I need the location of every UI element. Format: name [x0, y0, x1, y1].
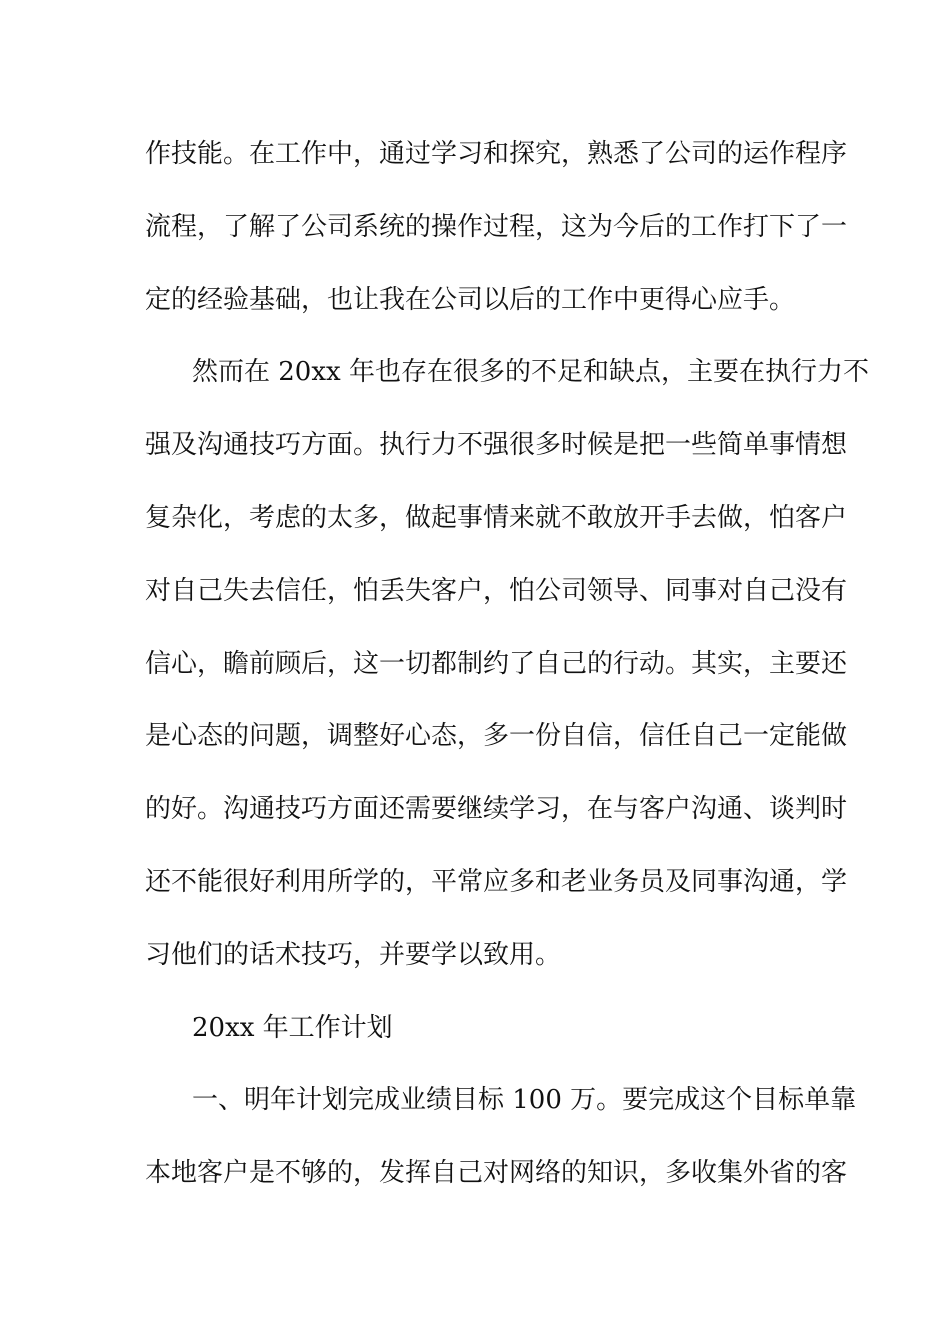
text-line: 对自己失去信任，怕丢失客户，怕公司领导、同事对自己没有 — [145, 575, 848, 606]
text-line: 流程，了解了公司系统的操作过程，这为今后的工作打下了一 — [145, 211, 848, 242]
text-line: 还不能很好利用所学的，平常应多和老业务员及同事沟通，学 — [145, 866, 848, 897]
text-line: 的好。沟通技巧方面还需要继续学习，在与客户沟通、谈判时 — [145, 794, 848, 825]
text-line: 是心态的问题，调整好心态，多一份自信，信任自己一定能做 — [145, 721, 848, 752]
body-text — [145, 128, 869, 1220]
text-line: 然而在 20xx 年也存在很多的不足和缺点，主要在执行力不 — [192, 357, 869, 388]
text-line: 复杂化，考虑的太多，做起事情来就不敢放开手去做，怕客户 — [145, 502, 848, 533]
section-heading: 20xx 年工作计划 — [192, 1012, 393, 1043]
text-line: 作技能。在工作中，通过学习和探究，熟悉了公司的运作程序 — [145, 139, 848, 169]
text-line: 定的经验基础，也让我在公司以后的工作中更得心应手。 — [145, 284, 796, 315]
text-line: 习他们的话术技巧，并要学以致用。 — [145, 939, 562, 970]
text-line: 本地客户是不够的，发挥自己对网络的知识，多收集外省的客 — [145, 1158, 848, 1189]
text-line: 信心，瞻前顾后，这一切都制约了自己的行动。其实，主要还 — [145, 648, 848, 679]
text-line: 强及沟通技巧方面。执行力不强很多时候是把一些简单事情想 — [145, 430, 848, 461]
text-line: 一、明年计划完成业绩目标 100 万。要完成这个目标单靠 — [192, 1085, 857, 1116]
